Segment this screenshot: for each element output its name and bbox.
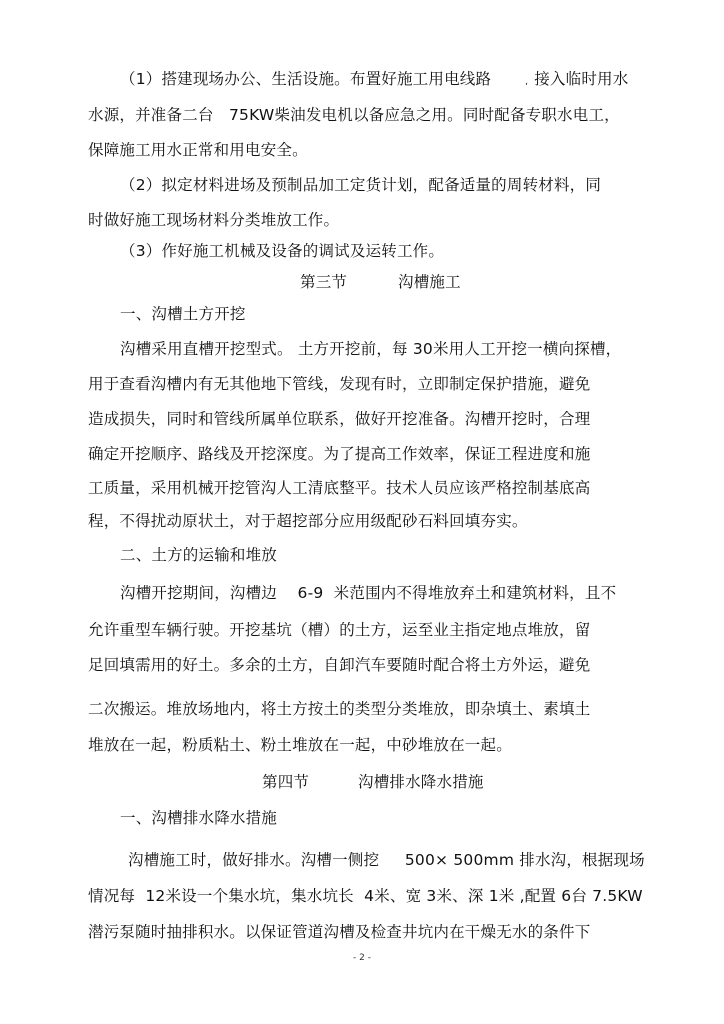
stray-comma: , xyxy=(525,77,529,87)
paragraph-6-line-1: 沟槽施工时，做好排水。沟槽一侧挖 500× 500mm 排水沟，根据现场 xyxy=(128,851,645,869)
paragraph-3-line-1: （3）作好施工机械及设备的调试及运转工作。 xyxy=(120,242,445,260)
paragraph-5-line-3: 足回填需用的好土。多余的土方，自卸汽车要随时配合将土方外运，避免 xyxy=(88,656,591,674)
heading-drainage-measures: 一、沟槽排水降水措施 xyxy=(120,809,278,827)
paragraph-1-line-3: 保障施工用水正常和用电安全。 xyxy=(88,141,308,159)
page-number: - 2 - xyxy=(353,953,371,963)
paragraph-1-line-1 xyxy=(120,69,628,92)
paragraph-5-line-2: 允许重型车辆行驶。开挖基坑（槽）的土方，运至业主指定地点堆放，留 xyxy=(88,621,591,639)
section-4-number: 第四节 xyxy=(262,773,310,791)
section-4-title: 沟槽排水降水措施 xyxy=(358,773,484,791)
heading-earthwork-excavation: 一、沟槽土方开挖 xyxy=(120,305,246,323)
section-3-title: 沟槽施工 xyxy=(398,273,461,291)
paragraph-5-line-1: 沟槽开挖期间，沟槽边 6-9 米范围内不得堆放弃土和建筑材料，且不 xyxy=(120,584,617,602)
paragraph-4-line-2: 用于查看沟槽内有无其他地下管线，发现有时，立即制定保护措施，避免 xyxy=(88,375,591,393)
text: 接入临时用水 xyxy=(534,70,629,88)
paragraph-6-line-2: 情况每 12米设一个集水坑，集水坑长 4米、宽 3米、深 1米 ,配置 6台 7.5KW xyxy=(88,887,643,905)
text: （1）搭建现场办公、生活设施。布置好施工用电线路 xyxy=(120,70,492,88)
paragraph-4-line-6: 程，不得扰动原状土，对于超挖部分应用级配砂石料回填夯实。 xyxy=(88,512,528,530)
paragraph-2-line-2: 时做好施工现场材料分类堆放工作。 xyxy=(88,211,340,229)
paragraph-2-line-1: （2）拟定材料进场及预制品加工定货计划，配备适量的周转材料，同 xyxy=(120,176,602,194)
paragraph-4-line-1: 沟槽采用直槽开挖型式。 土方开挖前，每 30米用人工开挖一横向探槽， xyxy=(120,340,622,358)
heading-earth-transport: 二、土方的运输和堆放 xyxy=(120,546,278,564)
paragraph-4-line-5: 工质量，采用机械开挖管沟人工清底整平。技术人员应该严格控制基底高 xyxy=(88,479,591,497)
paragraph-1-line-2: 水源，并准备二台 75KW柴油发电机以备应急之用。同时配备专职水电工， xyxy=(88,106,620,124)
paragraph-5-line-4: 二次搬运。堆放场地内，将土方按土的类型分类堆放，即杂填土、素填土 xyxy=(88,700,591,718)
paragraph-6-line-3: 潜污泵随时抽排积水。以保证管道沟槽及检查井坑内在干燥无水的条件下 xyxy=(88,923,591,941)
section-3-number: 第三节 xyxy=(300,273,348,291)
paragraph-4-line-3: 造成损失，同时和管线所属单位联系，做好开挖准备。沟槽开挖时，合理 xyxy=(88,410,591,428)
paragraph-5-line-5: 堆放在一起，粉质粘土、粉土堆放在一起，中砂堆放在一起。 xyxy=(88,736,512,754)
paragraph-4-line-4: 确定开挖顺序、路线及开挖深度。为了提高工作效率，保证工程进度和施 xyxy=(88,445,591,463)
